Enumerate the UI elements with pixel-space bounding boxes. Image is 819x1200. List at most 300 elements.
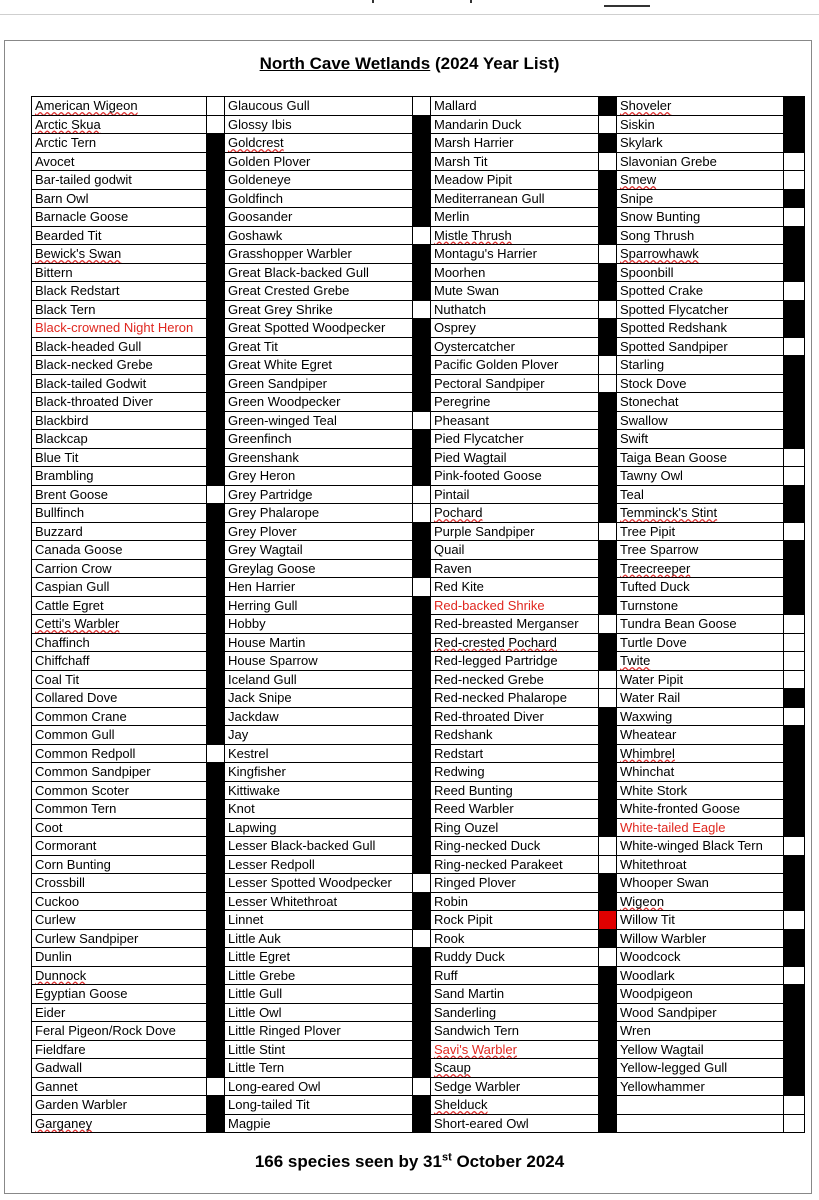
seen-checkbox-filled[interactable] bbox=[784, 245, 805, 264]
checkbox-empty[interactable] bbox=[413, 504, 431, 523]
seen-checkbox-filled[interactable] bbox=[784, 374, 805, 393]
seen-checkbox-filled[interactable] bbox=[207, 1059, 225, 1078]
species-name: Ruddy Duck bbox=[434, 949, 505, 965]
checkbox-empty[interactable] bbox=[784, 1114, 805, 1133]
species-row bbox=[32, 707, 805, 726]
seen-checkbox-filled[interactable] bbox=[784, 559, 805, 578]
seen-checkbox-filled[interactable] bbox=[599, 467, 617, 486]
seen-checkbox-filled[interactable] bbox=[599, 818, 617, 837]
seen-checkbox-filled[interactable] bbox=[207, 633, 225, 652]
species-name: Pintail bbox=[434, 486, 470, 502]
seen-checkbox-filled[interactable] bbox=[413, 670, 431, 689]
checkbox-empty[interactable] bbox=[784, 707, 805, 726]
species-name: Blue Tit bbox=[35, 449, 79, 465]
seen-checkbox-filled[interactable] bbox=[599, 319, 617, 338]
seen-checkbox-filled[interactable] bbox=[207, 226, 225, 245]
checkbox-empty[interactable] bbox=[784, 337, 805, 356]
seen-checkbox-filled[interactable] bbox=[599, 485, 617, 504]
species-name: Red-legged Partridge bbox=[434, 653, 558, 669]
seen-checkbox-filled[interactable] bbox=[599, 541, 617, 560]
seen-checkbox-filled[interactable] bbox=[784, 596, 805, 615]
seen-checkbox-filled[interactable] bbox=[599, 430, 617, 449]
seen-checkbox-filled[interactable] bbox=[784, 892, 805, 911]
species-name-cell bbox=[32, 1077, 207, 1096]
species-name-cell bbox=[32, 763, 207, 782]
seen-checkbox-filled[interactable] bbox=[413, 541, 431, 560]
seen-checkbox-filled[interactable] bbox=[413, 374, 431, 393]
species-name-cell bbox=[431, 559, 599, 578]
seen-checkbox-filled[interactable] bbox=[413, 800, 431, 819]
seen-checkbox-filled[interactable] bbox=[413, 467, 431, 486]
seen-checkbox-filled[interactable] bbox=[599, 208, 617, 227]
seen-checkbox-filled[interactable] bbox=[413, 319, 431, 338]
seen-checkbox-filled[interactable] bbox=[784, 763, 805, 782]
seen-checkbox-filled[interactable] bbox=[784, 485, 805, 504]
species-name: Little Grebe bbox=[228, 967, 296, 983]
checkbox-empty[interactable] bbox=[413, 1077, 431, 1096]
checkbox-empty[interactable] bbox=[599, 300, 617, 319]
checkbox-empty[interactable] bbox=[784, 171, 805, 190]
seen-checkbox-filled[interactable] bbox=[784, 689, 805, 708]
seen-checkbox-filled[interactable] bbox=[207, 707, 225, 726]
seen-checkbox-filled[interactable] bbox=[207, 818, 225, 837]
seen-checkbox-filled[interactable] bbox=[207, 1022, 225, 1041]
checkbox-empty[interactable] bbox=[413, 578, 431, 597]
species-name: Carrion Crow bbox=[35, 560, 112, 576]
checkbox-empty[interactable] bbox=[784, 1096, 805, 1115]
seen-checkbox-filled[interactable] bbox=[207, 874, 225, 893]
seen-checkbox-filled[interactable] bbox=[599, 337, 617, 356]
species-row bbox=[32, 1040, 805, 1059]
seen-checkbox-filled[interactable] bbox=[784, 393, 805, 412]
seen-checkbox-filled[interactable] bbox=[207, 966, 225, 985]
species-name-cell bbox=[431, 726, 599, 745]
species-name-cell bbox=[431, 430, 599, 449]
species-name-cell bbox=[32, 596, 207, 615]
seen-checkbox-filled[interactable] bbox=[207, 467, 225, 486]
checkbox-empty[interactable] bbox=[207, 97, 225, 116]
seen-checkbox-filled[interactable] bbox=[784, 319, 805, 338]
seen-checkbox-filled[interactable] bbox=[207, 300, 225, 319]
species-name-cell bbox=[617, 448, 784, 467]
checkbox-empty[interactable] bbox=[784, 670, 805, 689]
species-name: Red Kite bbox=[434, 579, 484, 595]
seen-checkbox-filled[interactable] bbox=[413, 781, 431, 800]
seen-checkbox-filled[interactable] bbox=[413, 985, 431, 1004]
checkbox-empty[interactable] bbox=[784, 208, 805, 227]
seen-checkbox-filled[interactable] bbox=[207, 522, 225, 541]
seen-checkbox-filled[interactable] bbox=[784, 356, 805, 375]
checkbox-empty[interactable] bbox=[207, 1077, 225, 1096]
seen-checkbox-filled[interactable] bbox=[784, 1003, 805, 1022]
checkbox-empty[interactable] bbox=[784, 652, 805, 671]
checkbox-empty[interactable] bbox=[784, 633, 805, 652]
seen-checkbox-filled[interactable] bbox=[413, 633, 431, 652]
seen-checkbox-filled[interactable] bbox=[599, 448, 617, 467]
seen-checkbox-filled[interactable] bbox=[599, 171, 617, 190]
seen-checkbox-filled[interactable] bbox=[413, 1114, 431, 1133]
seen-checkbox-filled[interactable] bbox=[599, 578, 617, 597]
seen-checkbox-filled[interactable] bbox=[207, 948, 225, 967]
species-name: Wheatear bbox=[620, 727, 677, 743]
seen-checkbox-filled[interactable] bbox=[599, 411, 617, 430]
seen-checkbox-filled[interactable] bbox=[207, 541, 225, 560]
species-name-cell bbox=[431, 282, 599, 301]
seen-checkbox-filled[interactable] bbox=[207, 319, 225, 338]
seen-checkbox-filled[interactable] bbox=[413, 430, 431, 449]
species-name-cell bbox=[431, 596, 599, 615]
seen-checkbox-filled[interactable] bbox=[599, 781, 617, 800]
seen-checkbox-filled[interactable] bbox=[784, 1077, 805, 1096]
species-name: Turnstone bbox=[620, 597, 679, 613]
checkbox-empty[interactable] bbox=[784, 448, 805, 467]
seen-checkbox-filled[interactable] bbox=[599, 393, 617, 412]
species-name-cell bbox=[225, 1096, 413, 1115]
seen-checkbox-filled[interactable] bbox=[207, 670, 225, 689]
seen-checkbox-filled[interactable] bbox=[599, 282, 617, 301]
species-name: Water Rail bbox=[620, 690, 681, 706]
species-name: Glaucous Gull bbox=[228, 98, 310, 114]
seen-checkbox-filled[interactable] bbox=[207, 504, 225, 523]
species-name: Swift bbox=[620, 431, 649, 447]
seen-checkbox-filled[interactable] bbox=[413, 596, 431, 615]
checkbox-empty[interactable] bbox=[599, 356, 617, 375]
checkbox-empty[interactable] bbox=[413, 226, 431, 245]
species-row bbox=[32, 911, 805, 930]
seen-checkbox-filled[interactable] bbox=[207, 911, 225, 930]
seen-checkbox-filled[interactable] bbox=[599, 1059, 617, 1078]
seen-checkbox-filled[interactable] bbox=[599, 97, 617, 116]
seen-checkbox-filled[interactable] bbox=[413, 171, 431, 190]
species-name-cell bbox=[32, 411, 207, 430]
seen-checkbox-filled[interactable] bbox=[413, 208, 431, 227]
seen-checkbox-filled[interactable] bbox=[784, 855, 805, 874]
seen-checkbox-filled[interactable] bbox=[784, 818, 805, 837]
species-name: Grey Wagtail bbox=[228, 542, 303, 558]
seen-checkbox-filled[interactable] bbox=[413, 134, 431, 153]
species-name: Ring-necked Duck bbox=[434, 838, 541, 854]
seen-checkbox-filled[interactable] bbox=[207, 892, 225, 911]
species-name-cell bbox=[431, 1040, 599, 1059]
seen-checkbox-filled[interactable] bbox=[207, 559, 225, 578]
seen-checkbox-filled[interactable] bbox=[413, 559, 431, 578]
seen-checkbox-filled[interactable] bbox=[413, 707, 431, 726]
seen-checkbox-filled[interactable] bbox=[207, 652, 225, 671]
species-name: White Stork bbox=[620, 782, 688, 798]
seen-checkbox-filled[interactable] bbox=[784, 874, 805, 893]
seen-checkbox-filled[interactable] bbox=[784, 97, 805, 116]
seen-checkbox-filled[interactable] bbox=[599, 1096, 617, 1115]
seen-checkbox-filled[interactable] bbox=[413, 744, 431, 763]
seen-checkbox-filled[interactable] bbox=[207, 726, 225, 745]
seen-checkbox-filled[interactable] bbox=[207, 189, 225, 208]
seen-checkbox-filled[interactable] bbox=[784, 578, 805, 597]
seen-checkbox-filled[interactable] bbox=[207, 411, 225, 430]
checkbox-empty[interactable] bbox=[599, 115, 617, 134]
seen-checkbox-filled[interactable] bbox=[413, 263, 431, 282]
seen-checkbox-filled[interactable] bbox=[784, 948, 805, 967]
checkbox-empty[interactable] bbox=[413, 485, 431, 504]
seen-checkbox-filled[interactable] bbox=[207, 615, 225, 634]
species-name: Lesser Spotted Woodpecker bbox=[228, 875, 392, 891]
species-name-cell bbox=[431, 744, 599, 763]
species-name: Coal Tit bbox=[35, 671, 80, 687]
species-name-cell bbox=[431, 1096, 599, 1115]
species-name: Red-crested Pochard bbox=[434, 634, 557, 650]
checkbox-empty[interactable] bbox=[599, 245, 617, 264]
species-name-cell bbox=[431, 929, 599, 948]
checkbox-empty[interactable] bbox=[784, 837, 805, 856]
seen-checkbox-filled[interactable] bbox=[599, 652, 617, 671]
seen-checkbox-filled[interactable] bbox=[207, 356, 225, 375]
species-name: Pied Flycatcher bbox=[434, 431, 524, 447]
seen-checkbox-filled[interactable] bbox=[599, 929, 617, 948]
species-name: Red-backed Shrike bbox=[434, 597, 545, 613]
seen-checkbox-filled[interactable] bbox=[207, 134, 225, 153]
species-name-cell bbox=[617, 559, 784, 578]
checkbox-empty[interactable] bbox=[413, 874, 431, 893]
seen-checkbox-filled[interactable] bbox=[599, 189, 617, 208]
seen-checkbox-filled[interactable] bbox=[413, 855, 431, 874]
seen-checkbox-filled[interactable] bbox=[599, 226, 617, 245]
species-name-cell bbox=[431, 781, 599, 800]
species-name-cell bbox=[617, 763, 784, 782]
seen-checkbox-filled[interactable] bbox=[413, 948, 431, 967]
checkbox-empty[interactable] bbox=[599, 837, 617, 856]
seen-checkbox-filled[interactable] bbox=[207, 837, 225, 856]
seen-checkbox-filled[interactable] bbox=[207, 855, 225, 874]
seen-checkbox-filled[interactable] bbox=[599, 559, 617, 578]
seen-checkbox-filled[interactable] bbox=[784, 115, 805, 134]
checkbox-empty[interactable] bbox=[413, 929, 431, 948]
seen-checkbox-filled[interactable] bbox=[207, 208, 225, 227]
highlight-checkbox-red[interactable] bbox=[599, 911, 617, 930]
seen-checkbox-filled[interactable] bbox=[413, 837, 431, 856]
species-row bbox=[32, 670, 805, 689]
seen-checkbox-filled[interactable] bbox=[784, 189, 805, 208]
seen-checkbox-filled[interactable] bbox=[599, 504, 617, 523]
species-name: Bearded Tit bbox=[35, 227, 102, 243]
species-row bbox=[32, 448, 805, 467]
seen-checkbox-filled[interactable] bbox=[413, 911, 431, 930]
seen-checkbox-filled[interactable] bbox=[599, 1114, 617, 1133]
seen-checkbox-filled[interactable] bbox=[413, 448, 431, 467]
checkbox-empty[interactable] bbox=[784, 522, 805, 541]
checkbox-empty[interactable] bbox=[599, 615, 617, 634]
species-name: White-fronted Goose bbox=[620, 801, 740, 817]
seen-checkbox-filled[interactable] bbox=[784, 1022, 805, 1041]
species-name-cell bbox=[225, 855, 413, 874]
seen-checkbox-filled[interactable] bbox=[207, 578, 225, 597]
seen-checkbox-filled[interactable] bbox=[599, 744, 617, 763]
species-name-cell bbox=[431, 115, 599, 134]
seen-checkbox-filled[interactable] bbox=[413, 189, 431, 208]
species-name-cell bbox=[617, 892, 784, 911]
checkbox-empty[interactable] bbox=[207, 485, 225, 504]
seen-checkbox-filled[interactable] bbox=[413, 1003, 431, 1022]
seen-checkbox-filled[interactable] bbox=[599, 1022, 617, 1041]
seen-checkbox-filled[interactable] bbox=[207, 781, 225, 800]
seen-checkbox-filled[interactable] bbox=[599, 874, 617, 893]
seen-checkbox-filled[interactable] bbox=[207, 245, 225, 264]
species-name-cell bbox=[225, 837, 413, 856]
species-name: Snow Bunting bbox=[620, 209, 701, 225]
seen-checkbox-filled[interactable] bbox=[413, 393, 431, 412]
seen-checkbox-filled[interactable] bbox=[599, 1077, 617, 1096]
seen-checkbox-filled[interactable] bbox=[207, 152, 225, 171]
seen-checkbox-filled[interactable] bbox=[784, 781, 805, 800]
seen-checkbox-filled[interactable] bbox=[207, 800, 225, 819]
seen-checkbox-filled[interactable] bbox=[599, 134, 617, 153]
species-name-cell bbox=[431, 763, 599, 782]
seen-checkbox-filled[interactable] bbox=[207, 1003, 225, 1022]
species-name-cell bbox=[225, 485, 413, 504]
species-name: Meadow Pipit bbox=[434, 172, 513, 188]
species-name-cell bbox=[617, 522, 784, 541]
seen-checkbox-filled[interactable] bbox=[413, 245, 431, 264]
species-name-cell bbox=[32, 226, 207, 245]
checkbox-empty[interactable] bbox=[599, 152, 617, 171]
seen-checkbox-filled[interactable] bbox=[599, 763, 617, 782]
species-name-cell bbox=[617, 1059, 784, 1078]
species-name-cell bbox=[431, 670, 599, 689]
checkbox-empty[interactable] bbox=[784, 615, 805, 634]
species-name: Feral Pigeon/Rock Dove bbox=[35, 1023, 176, 1039]
seen-checkbox-filled[interactable] bbox=[207, 763, 225, 782]
previous-page-fragment bbox=[604, 5, 650, 7]
seen-checkbox-filled[interactable] bbox=[413, 152, 431, 171]
seen-checkbox-filled[interactable] bbox=[784, 929, 805, 948]
seen-checkbox-filled[interactable] bbox=[599, 707, 617, 726]
seen-checkbox-filled[interactable] bbox=[784, 300, 805, 319]
seen-checkbox-filled[interactable] bbox=[413, 892, 431, 911]
seen-checkbox-filled[interactable] bbox=[207, 374, 225, 393]
species-name: Brent Goose bbox=[35, 486, 108, 502]
species-row bbox=[32, 152, 805, 171]
seen-checkbox-filled[interactable] bbox=[413, 1059, 431, 1078]
seen-checkbox-filled[interactable] bbox=[599, 966, 617, 985]
seen-checkbox-filled[interactable] bbox=[784, 226, 805, 245]
seen-checkbox-filled[interactable] bbox=[207, 393, 225, 412]
seen-checkbox-filled[interactable] bbox=[413, 689, 431, 708]
seen-checkbox-filled[interactable] bbox=[599, 633, 617, 652]
seen-checkbox-filled[interactable] bbox=[784, 744, 805, 763]
species-name-cell bbox=[32, 670, 207, 689]
seen-checkbox-filled[interactable] bbox=[207, 1040, 225, 1059]
species-name-cell bbox=[225, 874, 413, 893]
seen-checkbox-filled[interactable] bbox=[413, 1022, 431, 1041]
seen-checkbox-filled[interactable] bbox=[413, 966, 431, 985]
seen-checkbox-filled[interactable] bbox=[784, 430, 805, 449]
seen-checkbox-filled[interactable] bbox=[784, 726, 805, 745]
seen-checkbox-filled[interactable] bbox=[413, 356, 431, 375]
seen-checkbox-filled[interactable] bbox=[599, 985, 617, 1004]
seen-checkbox-filled[interactable] bbox=[784, 411, 805, 430]
seen-checkbox-filled[interactable] bbox=[599, 1003, 617, 1022]
seen-checkbox-filled[interactable] bbox=[207, 448, 225, 467]
species-name: Black-necked Grebe bbox=[35, 357, 153, 373]
species-name: Golden Plover bbox=[228, 153, 311, 169]
checkbox-empty[interactable] bbox=[599, 855, 617, 874]
title-year-list: (2024 Year List) bbox=[430, 54, 560, 73]
checkbox-empty[interactable] bbox=[784, 282, 805, 301]
seen-checkbox-filled[interactable] bbox=[599, 800, 617, 819]
checkbox-empty[interactable] bbox=[784, 467, 805, 486]
species-name-cell bbox=[225, 763, 413, 782]
seen-checkbox-filled[interactable] bbox=[784, 800, 805, 819]
seen-checkbox-filled[interactable] bbox=[784, 1040, 805, 1059]
seen-checkbox-filled[interactable] bbox=[599, 1040, 617, 1059]
seen-checkbox-filled[interactable] bbox=[413, 726, 431, 745]
seen-checkbox-filled[interactable] bbox=[207, 282, 225, 301]
species-row bbox=[32, 837, 805, 856]
checkbox-empty[interactable] bbox=[599, 522, 617, 541]
seen-checkbox-filled[interactable] bbox=[207, 430, 225, 449]
seen-checkbox-filled[interactable] bbox=[599, 726, 617, 745]
seen-checkbox-filled[interactable] bbox=[413, 818, 431, 837]
checkbox-empty[interactable] bbox=[784, 911, 805, 930]
seen-checkbox-filled[interactable] bbox=[784, 504, 805, 523]
seen-checkbox-filled[interactable] bbox=[599, 263, 617, 282]
seen-checkbox-filled[interactable] bbox=[207, 171, 225, 190]
seen-checkbox-filled[interactable] bbox=[207, 689, 225, 708]
seen-checkbox-filled[interactable] bbox=[784, 263, 805, 282]
seen-checkbox-filled[interactable] bbox=[413, 1096, 431, 1115]
seen-checkbox-filled[interactable] bbox=[784, 985, 805, 1004]
species-name-cell bbox=[225, 226, 413, 245]
seen-checkbox-filled[interactable] bbox=[207, 337, 225, 356]
checkbox-empty[interactable] bbox=[413, 300, 431, 319]
seen-checkbox-filled[interactable] bbox=[599, 596, 617, 615]
checkbox-empty[interactable] bbox=[207, 744, 225, 763]
seen-checkbox-filled[interactable] bbox=[207, 1096, 225, 1115]
checkbox-empty[interactable] bbox=[784, 966, 805, 985]
seen-checkbox-filled[interactable] bbox=[207, 596, 225, 615]
seen-checkbox-filled[interactable] bbox=[784, 1059, 805, 1078]
seen-checkbox-filled[interactable] bbox=[784, 134, 805, 153]
seen-checkbox-filled[interactable] bbox=[413, 652, 431, 671]
checkbox-empty[interactable] bbox=[413, 411, 431, 430]
seen-checkbox-filled[interactable] bbox=[599, 892, 617, 911]
seen-checkbox-filled[interactable] bbox=[207, 985, 225, 1004]
seen-checkbox-filled[interactable] bbox=[413, 522, 431, 541]
seen-checkbox-filled[interactable] bbox=[413, 763, 431, 782]
species-name-cell bbox=[431, 1059, 599, 1078]
seen-checkbox-filled[interactable] bbox=[207, 929, 225, 948]
checkbox-empty[interactable] bbox=[599, 689, 617, 708]
checkbox-empty[interactable] bbox=[599, 670, 617, 689]
checkbox-empty[interactable] bbox=[784, 152, 805, 171]
seen-checkbox-filled[interactable] bbox=[784, 541, 805, 560]
species-name: Pectoral Sandpiper bbox=[434, 375, 545, 391]
seen-checkbox-filled[interactable] bbox=[413, 115, 431, 134]
checkbox-empty[interactable] bbox=[207, 115, 225, 134]
seen-checkbox-filled[interactable] bbox=[207, 1114, 225, 1133]
species-name: Common Gull bbox=[35, 727, 115, 743]
checkbox-empty[interactable] bbox=[413, 97, 431, 116]
checkbox-empty[interactable] bbox=[599, 948, 617, 967]
seen-checkbox-filled[interactable] bbox=[413, 337, 431, 356]
seen-checkbox-filled[interactable] bbox=[413, 1040, 431, 1059]
species-name-cell bbox=[32, 985, 207, 1004]
seen-checkbox-filled[interactable] bbox=[413, 615, 431, 634]
species-name-cell bbox=[32, 208, 207, 227]
checkbox-empty[interactable] bbox=[599, 374, 617, 393]
species-name: Great Black-backed Gull bbox=[228, 264, 369, 280]
seen-checkbox-filled[interactable] bbox=[207, 263, 225, 282]
seen-checkbox-filled[interactable] bbox=[413, 282, 431, 301]
species-row bbox=[32, 208, 805, 227]
